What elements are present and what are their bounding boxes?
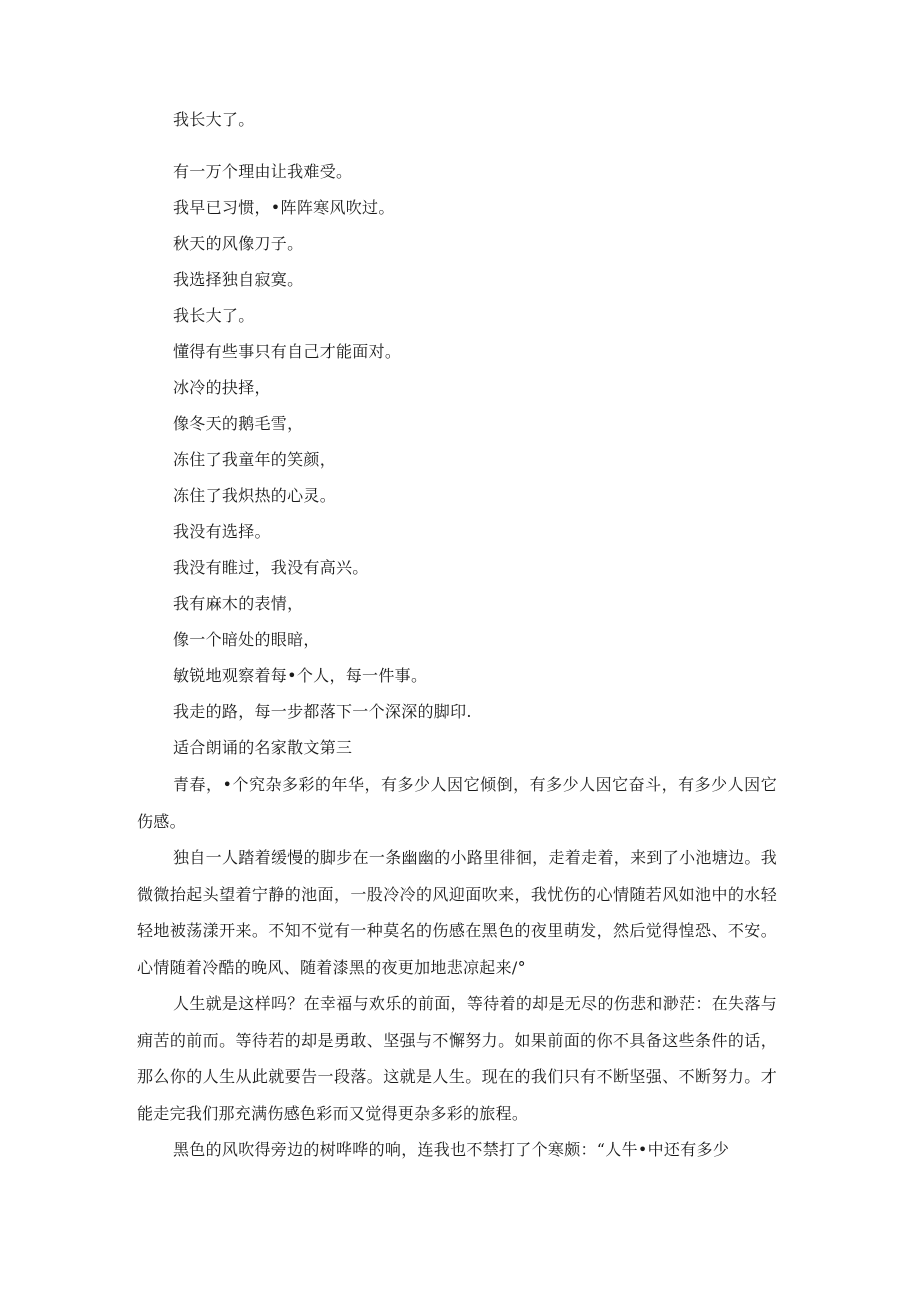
body-paragraph: 黑色的风吹得旁边的树哗哗的响，连我也不禁打了个寒颇：“人牛•中还有多少 bbox=[173, 1140, 730, 1159]
poem-line: 我长大了。 bbox=[173, 306, 255, 325]
poem-line: 我走的路，每一步都落下一个深深的脚印. bbox=[173, 702, 472, 721]
poem-line: 我早已习惯，•阵阵寒风吹过。 bbox=[173, 198, 395, 217]
poem-line: 敏锐地观察着每•个人，每一件事。 bbox=[173, 666, 428, 685]
poem-line: 像冬天的鹅毛雪， bbox=[173, 414, 304, 433]
body-paragraph: 独自一人踏着缓慢的脚步在一条幽幽的小路里徘徊，走着走着，来到了小池塘边。我微微抬起头望着宁静的池面，一股冷冷的风迎面吹来，我忧伤的心情随若风如池中的水轻轻地被荡漾开来。不知不觉有一种莫名的伤感在黑色的夜里萌发，然后觉得惶恐、不安。心情随着冷酷的晚风、随着漆黑的夜更加地悲凉起来/° bbox=[137, 848, 777, 977]
poem-line: 我没有选择。 bbox=[173, 522, 271, 541]
poem-line: 懂得有些事只有自己才能面对。 bbox=[173, 342, 402, 361]
poem-line: 有一万个理由让我难受。 bbox=[173, 162, 353, 181]
poem-line: 我没有睢过，我没有高兴。 bbox=[173, 558, 369, 577]
poem-line: 我有麻木的表情， bbox=[173, 594, 304, 613]
section-heading: 适合朗诵的名家散文第三 bbox=[173, 738, 353, 757]
body-paragraph: 青春，•个究杂多彩的年华，有多少人因它倾倒，有多少人因它奋斗，有多少人因它伤感。 bbox=[137, 775, 777, 831]
poem-line: 冰冷的抉择， bbox=[173, 378, 271, 397]
poem-line: 秋天的风像刀子。 bbox=[173, 234, 304, 253]
poem-line: 冻住了我童年的笑颜， bbox=[173, 450, 337, 469]
poem-line: 我选择独自寂寞。 bbox=[173, 270, 304, 289]
poem-line: 像一个暗处的眼暗， bbox=[173, 630, 320, 649]
body-paragraph: 人生就是这样吗？在幸福与欢乐的前面，等待着的却是无尽的伤悲和渺茫：在失落与痈苦的前而。等待若的却是勇敢、坚强与不懈努力。如果前面的你不具备这些条件的话，那么你的人生从此就要告一段落。这就是人生。现在的我们只有不断坚强、不断努力。才能走完我们那充满伤感色彩而又觉得更杂多彩的旅程。 bbox=[137, 994, 777, 1123]
poem-line: 冻住了我炽热的心灵。 bbox=[173, 486, 337, 505]
poem-line: 我长大了。 bbox=[173, 110, 255, 129]
